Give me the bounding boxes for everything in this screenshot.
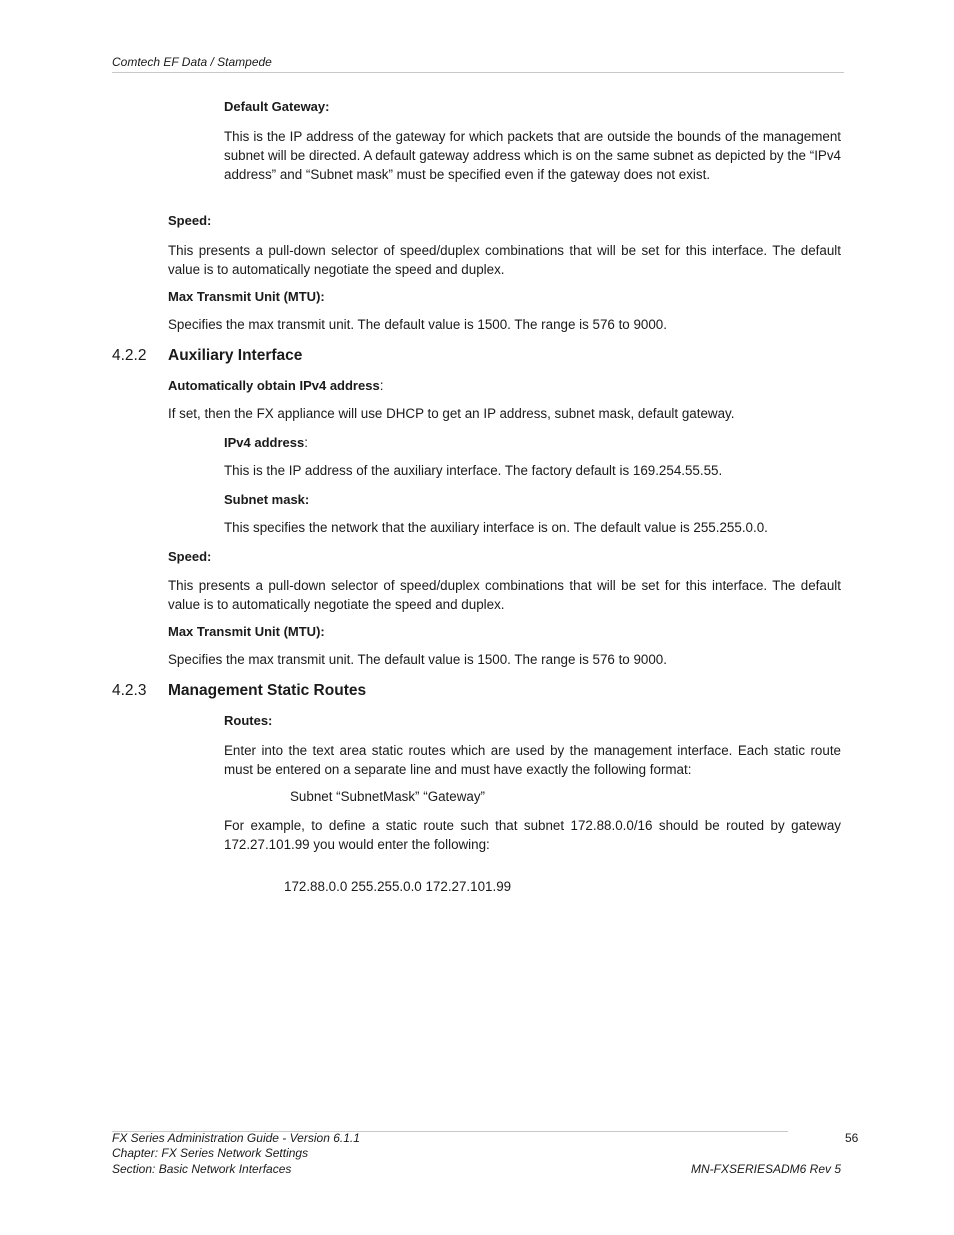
section-number: 4.2.2 [112, 347, 147, 364]
speed-label: Speed: [168, 549, 212, 564]
footer-guide: FX Series Administration Guide - Version 6.1.1 [112, 1131, 360, 1145]
mtu-text: Specifies the max transmit unit. The default value is 1500. The range is 576 to 9000. [168, 652, 667, 667]
speed-text: This presents a pull-down selector of speed/duplex combinations that will be set for this interface. The default value is to automatically negotiate the speed and duplex. [168, 243, 841, 277]
section-title: Auxiliary Interface [168, 347, 303, 364]
section-title: Management Static Routes [168, 682, 367, 699]
running-header: Comtech EF Data / Stampede [112, 55, 272, 69]
mtu-text: Specifies the max transmit unit. The default value is 1500. The range is 576 to 9000. [168, 317, 667, 332]
speed-text: This presents a pull-down selector of speed/duplex combinations that will be set for this interface. The default value is to automatically negotiate the speed and duplex. [168, 578, 841, 612]
speed-label: Speed: [168, 213, 212, 228]
default-gateway-label: Default Gateway: [224, 99, 330, 114]
routes-text: Enter into the text area static routes which are used by the management interface. Each static route must be entered on a separate line and must have exactly the following format: [224, 743, 841, 777]
footer-chapter: Chapter: FX Series Network Settings [112, 1146, 309, 1160]
footer-section: Section: Basic Network Interfaces [112, 1162, 292, 1176]
ipv4-colon: : [304, 435, 308, 450]
subnet-mask-text: This specifies the network that the auxiliary interface is on. The default value is 255.255.0.0. [224, 520, 768, 535]
auto-ipv4-label: Automatically obtain IPv4 address [168, 378, 380, 393]
mtu-label: Max Transmit Unit (MTU): [168, 624, 325, 639]
route-format: Subnet “SubnetMask” “Gateway” [290, 789, 485, 804]
page-number: 56 [845, 1131, 859, 1145]
subnet-mask-label: Subnet mask: [224, 492, 310, 507]
mtu-label: Max Transmit Unit (MTU): [168, 289, 325, 304]
ipv4-label-row [224, 435, 308, 450]
routes-label: Routes: [224, 713, 273, 728]
header-rule [112, 72, 844, 73]
section-number: 4.2.3 [112, 682, 147, 699]
example-route: 172.88.0.0 255.255.0.0 172.27.101.99 [284, 879, 512, 894]
ipv4-label: IPv4 address [224, 435, 305, 450]
default-gateway-text: This is the IP address of the gateway for which packets that are outside the bounds of the management subnet will be directed. A default gateway address which is on the same subnet as depicted by the “IPv4 address” and “Subnet mask” must be specified even if the gateway does not exist. [224, 129, 841, 182]
footer-doc-id: MN-FXSERIESADM6 Rev 5 [690, 1162, 841, 1176]
example-text: For example, to define a static route such that subnet 172.88.0.0/16 should be routed by gateway 172.27.101.99 you would enter the following: [224, 818, 841, 852]
auto-ipv4-text: If set, then the FX appliance will use DHCP to get an IP address, subnet mask, default gateway. [168, 406, 735, 421]
auto-ipv4-colon: : [379, 378, 384, 393]
auto-ipv4-label-row [168, 378, 383, 393]
ipv4-text: This is the IP address of the auxiliary interface. The factory default is 169.254.55.55. [224, 463, 723, 478]
